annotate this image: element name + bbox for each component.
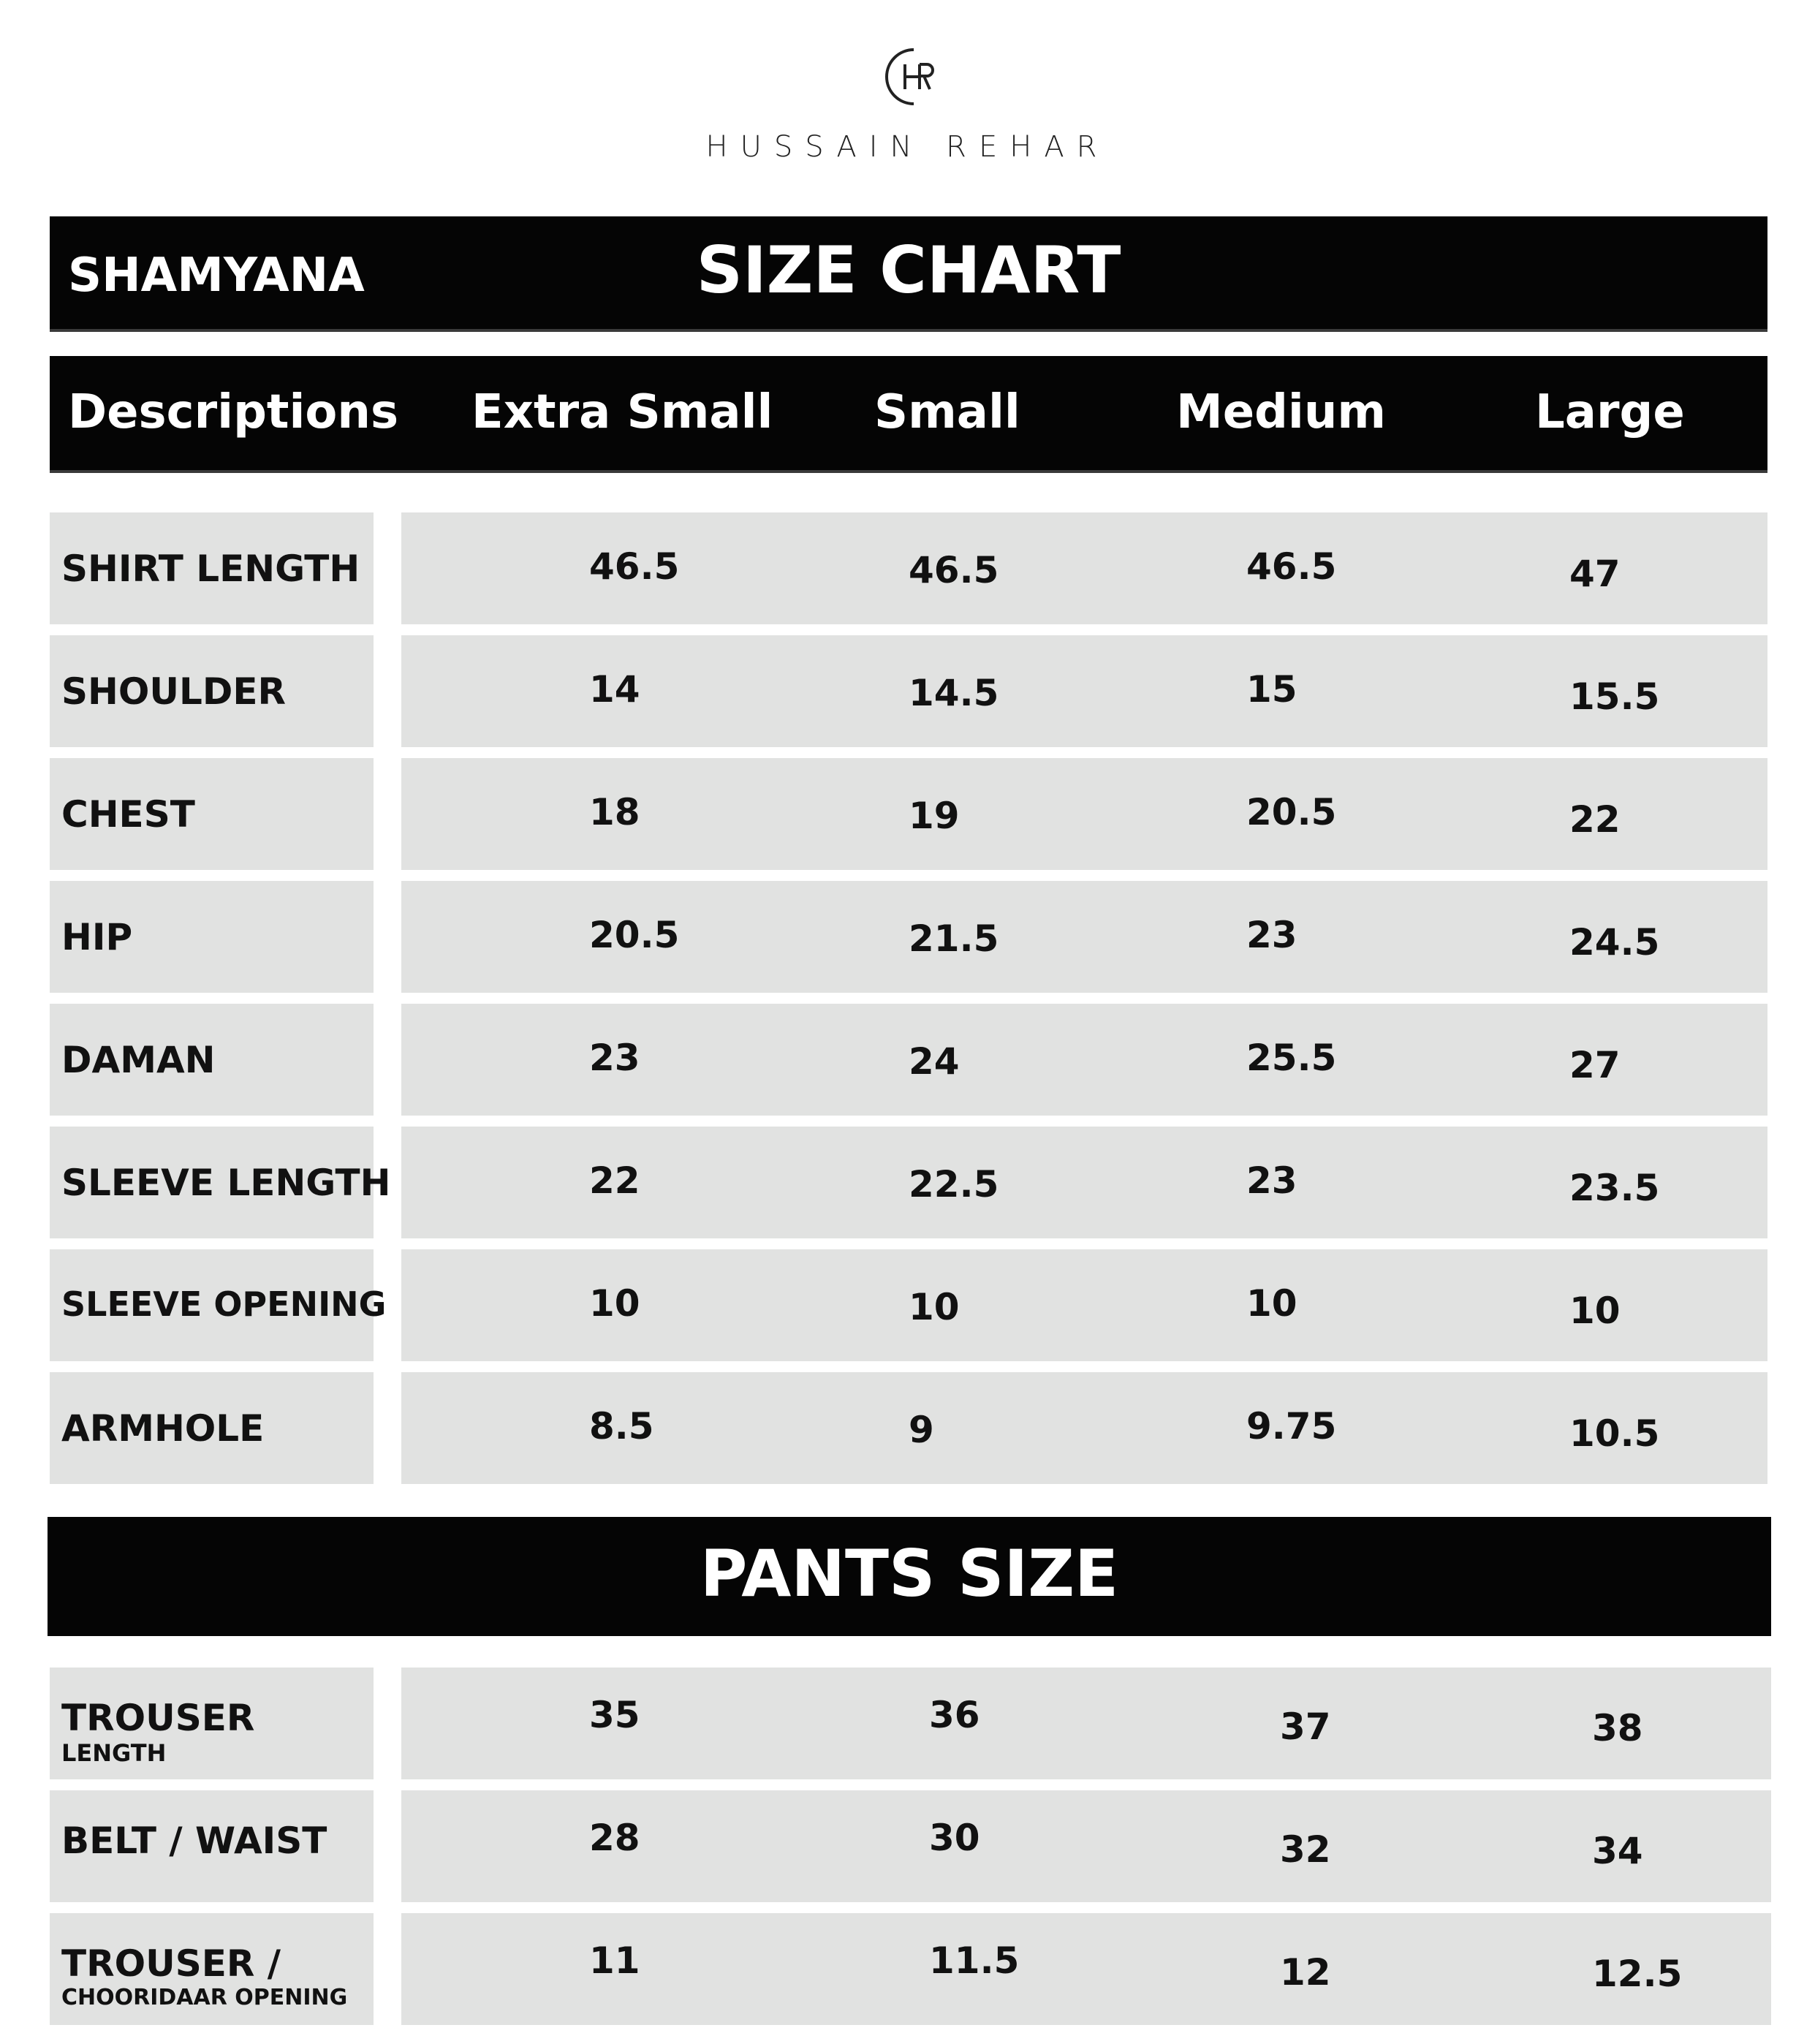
table-row [401, 1790, 1771, 1902]
column-header-descriptions: Descriptions [68, 385, 399, 439]
row-label: SHOULDER [50, 635, 374, 747]
cell-value: 46.5 [589, 545, 680, 588]
cell-value: 9 [909, 1409, 934, 1451]
pants-size-header [48, 1517, 1771, 1636]
cell-value: 15 [1246, 668, 1297, 711]
page-title: SIZE CHART [696, 232, 1121, 308]
cell-value: 32 [1280, 1828, 1331, 1871]
cell-value: 22 [1569, 798, 1621, 841]
cell-value: 24.5 [1569, 921, 1660, 964]
cell-value: 23 [1246, 1159, 1297, 1202]
cell-value: 38 [1592, 1707, 1643, 1749]
collection-name: SHAMYANA [68, 249, 365, 303]
cell-value: 20.5 [1246, 791, 1337, 833]
cell-value: 28 [589, 1817, 640, 1859]
cell-value: 20.5 [589, 914, 680, 956]
row-label: BELT / WAIST [50, 1790, 374, 1902]
row-label: SLEEVE OPENING [50, 1249, 374, 1361]
cell-value: 10 [1569, 1290, 1621, 1332]
cell-value: 10 [909, 1286, 960, 1328]
cell-value: 14.5 [909, 672, 999, 714]
table-row [401, 635, 1767, 747]
row-label: TROUSER / CHOORIDAAR OPENING [50, 1913, 374, 2025]
column-header-medium: Medium [1176, 385, 1387, 439]
cell-value: 22.5 [909, 1163, 999, 1205]
cell-value: 35 [589, 1694, 640, 1736]
column-header-small: Small [874, 385, 1020, 439]
cell-value: 34 [1592, 1830, 1643, 1872]
cell-value: 14 [589, 668, 640, 711]
cell-value: 10.5 [1569, 1412, 1660, 1455]
table-row [401, 881, 1767, 993]
row-label: SLEEVE LENGTH [50, 1127, 374, 1238]
table-row [401, 1249, 1767, 1361]
hr-monogram-icon [884, 44, 943, 110]
cell-value: 36 [929, 1694, 980, 1736]
table-row [401, 1004, 1767, 1116]
cell-value: 9.75 [1246, 1405, 1337, 1447]
column-header-extra-small: Extra Small [471, 385, 773, 439]
cell-value: 37 [1280, 1706, 1331, 1748]
row-label: DAMAN [50, 1004, 374, 1116]
row-label: HIP [50, 881, 374, 993]
cell-value: 22 [589, 1159, 640, 1202]
row-label: TROUSER LENGTH [50, 1668, 374, 1779]
row-label: CHEST [50, 758, 374, 870]
section-title: PANTS SIZE [700, 1536, 1119, 1611]
cell-value: 11 [589, 1939, 640, 1982]
cell-value: 15.5 [1569, 675, 1660, 718]
cell-value: 11.5 [929, 1939, 1020, 1982]
column-header-large: Large [1535, 385, 1685, 439]
cell-value: 19 [909, 795, 960, 837]
table-row [401, 1668, 1771, 1779]
cell-value: 24 [909, 1040, 960, 1083]
size-chart-header [50, 216, 1767, 332]
cell-value: 10 [589, 1282, 640, 1325]
cell-value: 23.5 [1569, 1167, 1660, 1209]
cell-value: 12 [1280, 1951, 1331, 1994]
cell-value: 46.5 [1246, 545, 1337, 588]
cell-value: 25.5 [1246, 1037, 1337, 1079]
cell-value: 12.5 [1592, 1953, 1683, 1995]
cell-value: 30 [929, 1817, 980, 1859]
cell-value: 8.5 [589, 1405, 654, 1447]
row-label: ARMHOLE [50, 1372, 374, 1484]
table-row [401, 1913, 1771, 2025]
cell-value: 18 [589, 791, 640, 833]
cell-value: 23 [589, 1037, 640, 1079]
cell-value: 27 [1569, 1044, 1621, 1086]
brand-name: HUSSAIN REHAR [705, 130, 1110, 164]
cell-value: 46.5 [909, 549, 999, 591]
table-row [401, 1372, 1767, 1484]
cell-value: 10 [1246, 1282, 1297, 1325]
column-header-row [50, 356, 1767, 473]
cell-value: 47 [1569, 553, 1621, 595]
table-row [401, 1127, 1767, 1238]
row-label: SHIRT LENGTH [50, 512, 374, 624]
table-row [401, 758, 1767, 870]
cell-value: 23 [1246, 914, 1297, 956]
cell-value: 21.5 [909, 917, 999, 960]
table-row [401, 512, 1767, 624]
